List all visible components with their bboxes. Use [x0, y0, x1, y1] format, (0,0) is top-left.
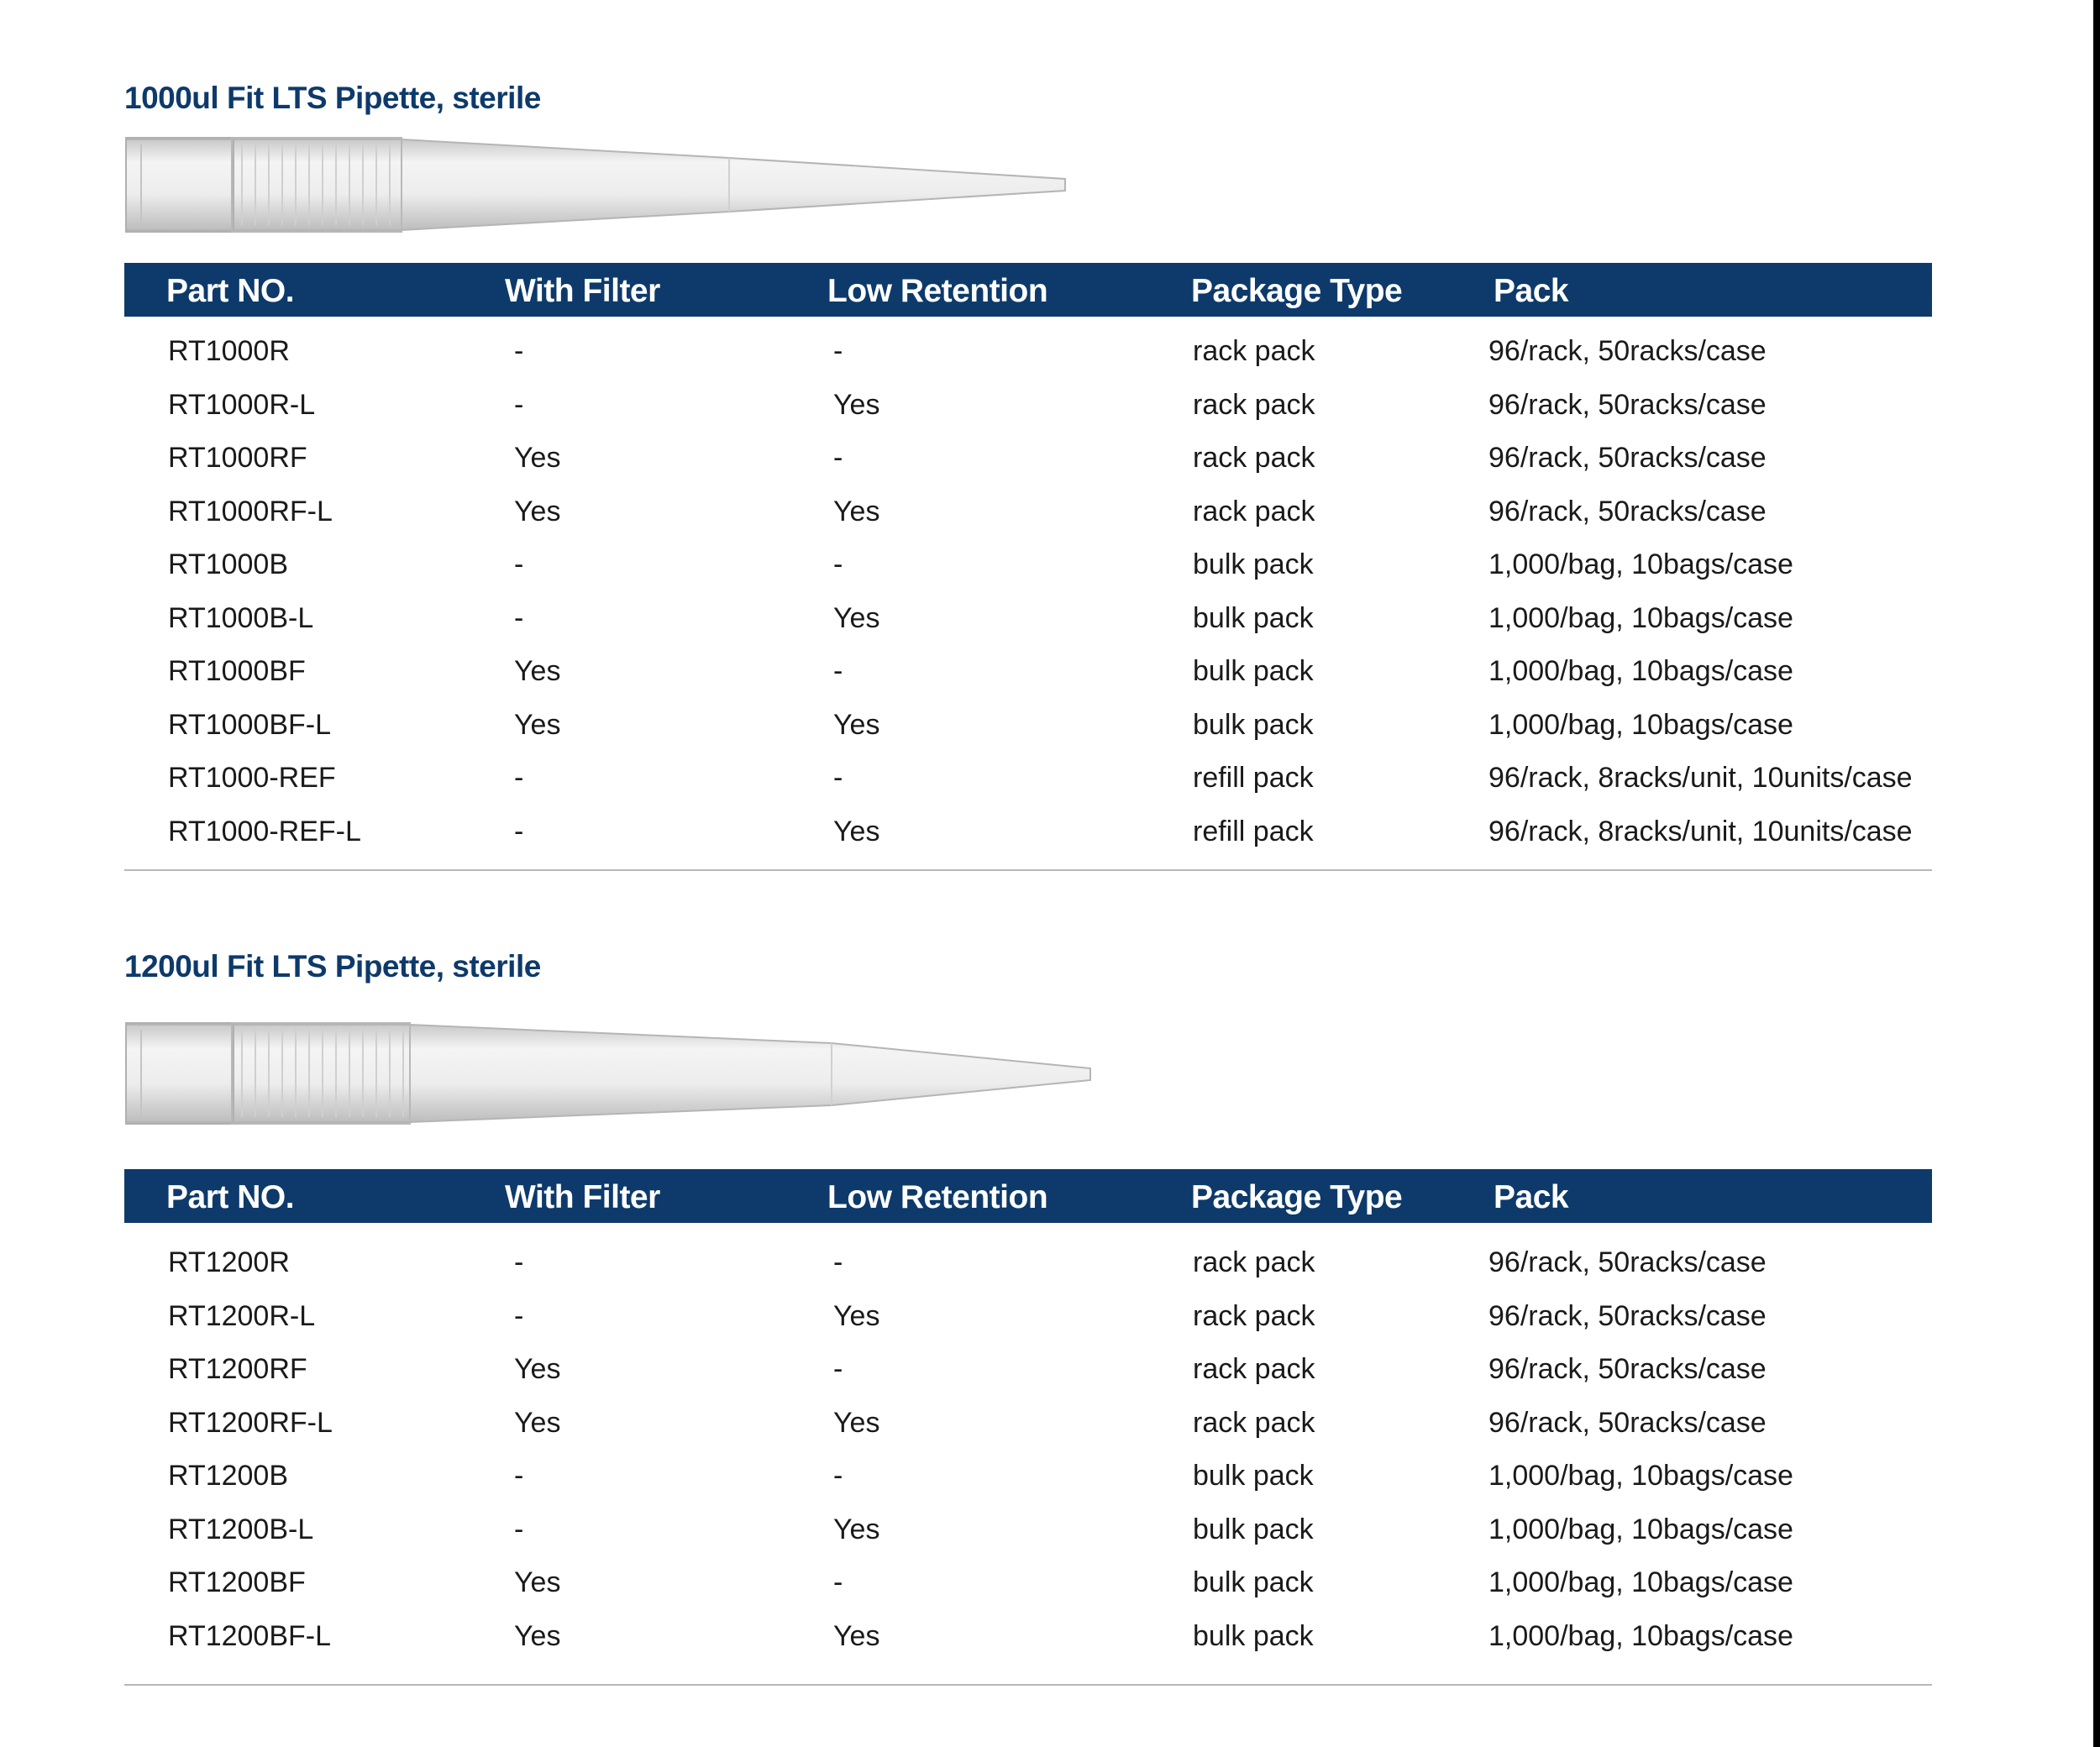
cell-with-filter: Yes: [514, 1353, 561, 1385]
cell-pack: 96/rack, 50racks/case: [1488, 1353, 1767, 1385]
cell-low-retention: -: [833, 762, 843, 794]
cell-low-retention: Yes: [833, 601, 880, 634]
table-row: [124, 1397, 1932, 1451]
cell-with-filter: Yes: [514, 1566, 561, 1598]
cell-with-filter: -: [514, 1299, 524, 1332]
table-row: [124, 1236, 1932, 1290]
cell-package-type: bulk pack: [1193, 1513, 1314, 1545]
table-bottom-rule: [124, 869, 1932, 871]
cell-package-type: rack pack: [1193, 335, 1315, 367]
cell-low-retention: Yes: [833, 495, 880, 527]
cell-part-no: RT1000-REF: [168, 762, 336, 794]
cell-package-type: rack pack: [1193, 1299, 1315, 1332]
cell-part-no: RT1200BF: [168, 1566, 306, 1598]
header-low-retention: Low Retention: [827, 1179, 1048, 1215]
cell-pack: 96/rack, 50racks/case: [1488, 1299, 1767, 1332]
cell-part-no: RT1000R-L: [168, 388, 316, 421]
cell-with-filter: Yes: [514, 1406, 561, 1439]
cell-package-type: rack pack: [1193, 1353, 1315, 1385]
header-package-type: Package Type: [1191, 1179, 1403, 1215]
cell-pack: 1,000/bag, 10bags/case: [1488, 655, 1793, 687]
cell-low-retention: Yes: [833, 708, 880, 741]
table-row: [124, 1290, 1932, 1344]
header-low-retention: Low Retention: [827, 273, 1048, 309]
cell-pack: 1,000/bag, 10bags/case: [1488, 708, 1793, 741]
table-row: [124, 1450, 1932, 1503]
cell-pack: 96/rack, 50racks/case: [1488, 1246, 1767, 1278]
table-body: [124, 325, 1932, 858]
cell-part-no: RT1200B: [168, 1460, 289, 1492]
pipette-tip-image: [124, 133, 1074, 237]
cell-with-filter: -: [514, 1513, 524, 1545]
cell-pack: 1,000/bag, 10bags/case: [1488, 1619, 1793, 1652]
cell-pack: 96/rack, 8racks/unit, 10units/case: [1488, 762, 1913, 794]
cell-part-no: RT1000RF: [168, 442, 307, 474]
cell-pack: 1,000/bag, 10bags/case: [1488, 548, 1793, 580]
table-row: [124, 1610, 1932, 1664]
product-section-1000ul: [124, 0, 1932, 890]
cell-low-retention: -: [833, 1566, 843, 1598]
cell-low-retention: -: [833, 655, 843, 687]
cell-low-retention: -: [833, 548, 843, 580]
cell-package-type: bulk pack: [1193, 1566, 1314, 1598]
table-row: [124, 1503, 1932, 1557]
header-part-no: Part NO.: [166, 273, 295, 309]
table-row: [124, 805, 1932, 859]
cell-pack: 1,000/bag, 10bags/case: [1488, 1460, 1793, 1492]
cell-with-filter: Yes: [514, 655, 561, 687]
cell-part-no: RT1200B-L: [168, 1513, 314, 1545]
cell-package-type: bulk pack: [1193, 548, 1314, 580]
cell-package-type: rack pack: [1193, 388, 1315, 421]
cell-pack: 96/rack, 50racks/case: [1488, 442, 1767, 474]
product-section-1200ul: [124, 890, 1932, 1747]
cell-package-type: bulk pack: [1193, 601, 1314, 634]
cell-with-filter: -: [514, 815, 524, 847]
cell-with-filter: Yes: [514, 442, 561, 474]
section-title: 1200ul Fit LTS Pipette, sterile: [124, 949, 541, 984]
table-row: [124, 485, 1932, 539]
cell-part-no: RT1000B: [168, 548, 289, 580]
cell-low-retention: -: [833, 1353, 843, 1385]
cell-package-type: rack pack: [1193, 1406, 1315, 1439]
section-title: 1000ul Fit LTS Pipette, sterile: [124, 81, 541, 115]
cell-with-filter: -: [514, 548, 524, 580]
cell-with-filter: -: [514, 335, 524, 367]
cell-package-type: bulk pack: [1193, 1619, 1314, 1652]
cell-package-type: bulk pack: [1193, 708, 1314, 741]
table-row: [124, 379, 1932, 433]
cell-low-retention: Yes: [833, 1299, 880, 1332]
table-body: [124, 1236, 1932, 1663]
cell-package-type: bulk pack: [1193, 655, 1314, 687]
cell-low-retention: -: [833, 1460, 843, 1492]
cell-pack: 96/rack, 50racks/case: [1488, 388, 1767, 421]
cell-pack: 96/rack, 50racks/case: [1488, 1406, 1767, 1439]
pipette-tip-image: [124, 1018, 1099, 1129]
table-row: [124, 1556, 1932, 1610]
table-row: [124, 1343, 1932, 1397]
cell-low-retention: -: [833, 1246, 843, 1278]
cell-part-no: RT1000BF-L: [168, 708, 332, 741]
page-right-border: [2093, 0, 2100, 1747]
cell-pack: 1,000/bag, 10bags/case: [1488, 601, 1793, 634]
cell-pack: 1,000/bag, 10bags/case: [1488, 1513, 1793, 1545]
cell-pack: 96/rack, 8racks/unit, 10units/case: [1488, 815, 1913, 847]
header-part-no: Part NO.: [166, 1179, 295, 1215]
cell-with-filter: -: [514, 1246, 524, 1278]
cell-low-retention: -: [833, 442, 843, 474]
cell-part-no: RT1200R-L: [168, 1299, 316, 1332]
cell-part-no: RT1200RF-L: [168, 1406, 333, 1439]
cell-with-filter: Yes: [514, 495, 561, 527]
header-pack: Pack: [1494, 1179, 1569, 1215]
cell-with-filter: -: [514, 601, 524, 634]
cell-package-type: refill pack: [1193, 815, 1314, 847]
cell-package-type: bulk pack: [1193, 1460, 1314, 1492]
cell-part-no: RT1000R: [168, 335, 290, 367]
cell-low-retention: Yes: [833, 1619, 880, 1652]
cell-package-type: rack pack: [1193, 442, 1315, 474]
cell-part-no: RT1000BF: [168, 655, 306, 687]
cell-with-filter: -: [514, 1460, 524, 1492]
table-row: [124, 432, 1932, 485]
cell-with-filter: -: [514, 388, 524, 421]
table-bottom-rule: [124, 1684, 1932, 1686]
cell-part-no: RT1000-REF-L: [168, 815, 361, 847]
table-header: [124, 263, 1932, 317]
header-pack: Pack: [1494, 273, 1569, 309]
cell-pack: 96/rack, 50racks/case: [1488, 495, 1767, 527]
cell-with-filter: Yes: [514, 708, 561, 741]
cell-pack: 96/rack, 50racks/case: [1488, 335, 1767, 367]
header-package-type: Package Type: [1191, 273, 1403, 309]
cell-low-retention: -: [833, 335, 843, 367]
cell-part-no: RT1000RF-L: [168, 495, 333, 527]
header-with-filter: With Filter: [505, 273, 660, 309]
cell-part-no: RT1200BF-L: [168, 1619, 332, 1652]
table-row: [124, 645, 1932, 699]
table-row: [124, 592, 1932, 646]
header-with-filter: With Filter: [505, 1179, 660, 1215]
table-row: [124, 699, 1932, 753]
cell-part-no: RT1200RF: [168, 1353, 307, 1385]
cell-pack: 1,000/bag, 10bags/case: [1488, 1566, 1793, 1598]
cell-low-retention: Yes: [833, 1513, 880, 1545]
cell-part-no: RT1000B-L: [168, 601, 314, 634]
cell-part-no: RT1200R: [168, 1246, 290, 1278]
cell-package-type: rack pack: [1193, 1246, 1315, 1278]
cell-with-filter: -: [514, 762, 524, 794]
table-row: [124, 325, 1932, 379]
cell-package-type: refill pack: [1193, 762, 1314, 794]
cell-package-type: rack pack: [1193, 495, 1315, 527]
cell-low-retention: Yes: [833, 1406, 880, 1439]
table-row: [124, 538, 1932, 592]
cell-low-retention: Yes: [833, 388, 880, 421]
cell-with-filter: Yes: [514, 1619, 561, 1652]
cell-low-retention: Yes: [833, 815, 880, 847]
table-row: [124, 752, 1932, 805]
table-header: [124, 1169, 1932, 1223]
